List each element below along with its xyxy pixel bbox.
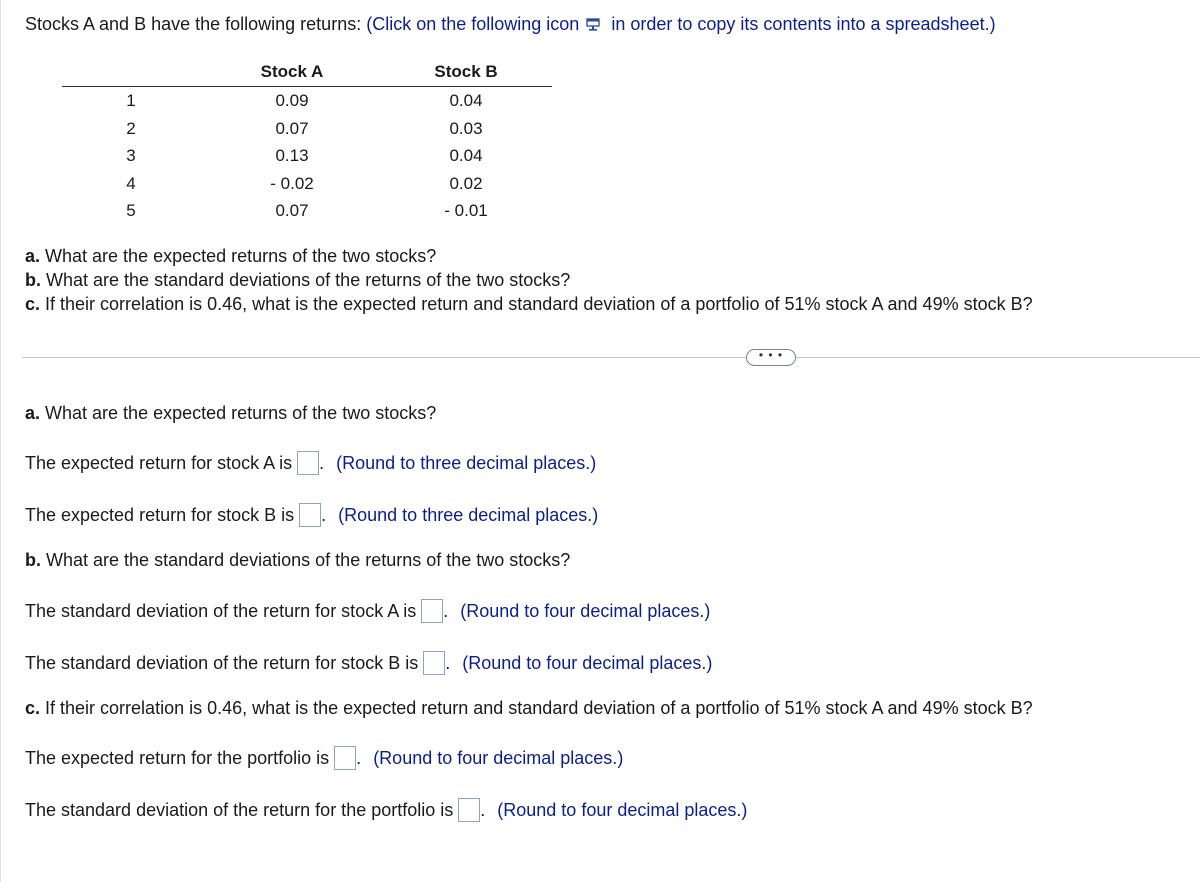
stock-b-cell: 0.04 <box>449 146 483 165</box>
stock-a-cell: - 0.02 <box>270 173 314 193</box>
portfolio-return-hint: (Round to four decimal places.) <box>373 748 624 768</box>
expected-return-b-hint: (Round to three decimal places.) <box>338 505 599 525</box>
expected-return-b-input[interactable] <box>299 503 321 527</box>
expected-return-b-prompt: The expected return for stock B is <box>25 505 295 525</box>
answer-heading-c <box>25 698 1033 719</box>
answer-heading-c-text: If their correlation is 0.46, what is the expected return and standard deviation of a portfolio of 51% stock A and 49% stock B? <box>45 698 1033 718</box>
question-a-label: a. <box>25 246 41 266</box>
portfolio-return-input[interactable] <box>334 746 356 770</box>
section-divider <box>22 357 1200 358</box>
stock-a-cell: 0.09 <box>275 91 309 110</box>
intro-line <box>25 14 996 37</box>
period-mark: . <box>443 601 449 621</box>
table-row <box>62 142 552 170</box>
answer-heading-b <box>25 550 570 571</box>
period-cell: 1 <box>126 91 136 110</box>
table-header <box>62 60 552 87</box>
left-border <box>0 0 1 882</box>
answer-heading-a-text: What are the expected returns of the two stocks? <box>45 403 437 423</box>
answer-heading-a-label: a. <box>25 403 41 423</box>
expected-return-a-line <box>25 451 596 475</box>
portfolio-std-dev-input[interactable] <box>458 798 480 822</box>
answer-heading-c-label: c. <box>25 698 41 718</box>
stock-b-cell: 0.04 <box>449 91 483 110</box>
copy-instruction-after: in order to copy its contents into a spreadsheet.) <box>611 14 996 34</box>
header-stock-b: Stock B <box>434 62 498 81</box>
table-row <box>62 170 552 198</box>
portfolio-return-line <box>25 746 623 770</box>
more-button[interactable]: • • • <box>746 349 796 366</box>
question-list <box>25 244 1033 316</box>
std-dev-a-line <box>25 599 710 623</box>
period-cell: 4 <box>126 173 136 193</box>
answer-heading-a <box>25 403 436 424</box>
period-mark: . <box>319 453 325 473</box>
table-row <box>62 87 552 115</box>
copy-spreadsheet-icon[interactable] <box>586 16 602 37</box>
answer-heading-b-text: What are the standard deviations of the returns of the two stocks? <box>46 550 571 570</box>
stock-b-cell: - 0.01 <box>444 201 488 220</box>
expected-return-a-input[interactable] <box>297 451 319 475</box>
std-dev-b-hint: (Round to four decimal places.) <box>462 653 713 673</box>
header-stock-a: Stock A <box>260 62 324 81</box>
expected-return-a-hint: (Round to three decimal places.) <box>336 453 597 473</box>
question-c-text: If their correlation is 0.46, what is the expected return and standard deviation of a portfolio of 51% stock A and 49% stock B? <box>45 294 1033 314</box>
portfolio-return-prompt: The expected return for the portfolio is <box>25 748 330 768</box>
std-dev-b-input[interactable] <box>423 651 445 675</box>
portfolio-std-dev-line <box>25 798 747 822</box>
question-b-label: b. <box>25 270 41 290</box>
question-b <box>25 268 1033 292</box>
std-dev-b-line <box>25 651 712 675</box>
intro-text: Stocks A and B have the following returns: <box>25 14 362 34</box>
stock-a-cell: 0.07 <box>275 201 309 220</box>
std-dev-a-input[interactable] <box>421 599 443 623</box>
expected-return-b-line <box>25 503 598 527</box>
period-cell: 3 <box>126 146 136 165</box>
stock-a-cell: 0.13 <box>275 146 309 165</box>
question-c <box>25 292 1033 316</box>
table-row <box>62 115 552 143</box>
period-mark: . <box>480 800 486 820</box>
question-a-text: What are the expected returns of the two stocks? <box>45 246 437 266</box>
period-cell: 2 <box>126 118 136 138</box>
answer-heading-b-label: b. <box>25 550 41 570</box>
portfolio-std-dev-prompt: The standard deviation of the return for the portfolio is <box>25 800 454 820</box>
stock-b-cell: 0.02 <box>449 173 483 193</box>
expected-return-a-prompt: The expected return for stock A is <box>25 453 293 473</box>
returns-table <box>62 60 552 225</box>
std-dev-a-hint: (Round to four decimal places.) <box>460 601 711 621</box>
stock-b-cell: 0.03 <box>449 118 483 138</box>
table-row <box>62 197 552 225</box>
period-mark: . <box>356 748 362 768</box>
period-cell: 5 <box>126 201 136 220</box>
stock-a-cell: 0.07 <box>275 118 309 138</box>
portfolio-std-dev-hint: (Round to four decimal places.) <box>497 800 748 820</box>
question-b-text: What are the standard deviations of the returns of the two stocks? <box>46 270 571 290</box>
question-a <box>25 244 1033 268</box>
period-mark: . <box>445 653 451 673</box>
question-c-label: c. <box>25 294 41 314</box>
std-dev-a-prompt: The standard deviation of the return for stock A is <box>25 601 417 621</box>
period-mark: . <box>321 505 327 525</box>
copy-instruction-before: (Click on the following icon <box>366 14 580 34</box>
std-dev-b-prompt: The standard deviation of the return for stock B is <box>25 653 419 673</box>
